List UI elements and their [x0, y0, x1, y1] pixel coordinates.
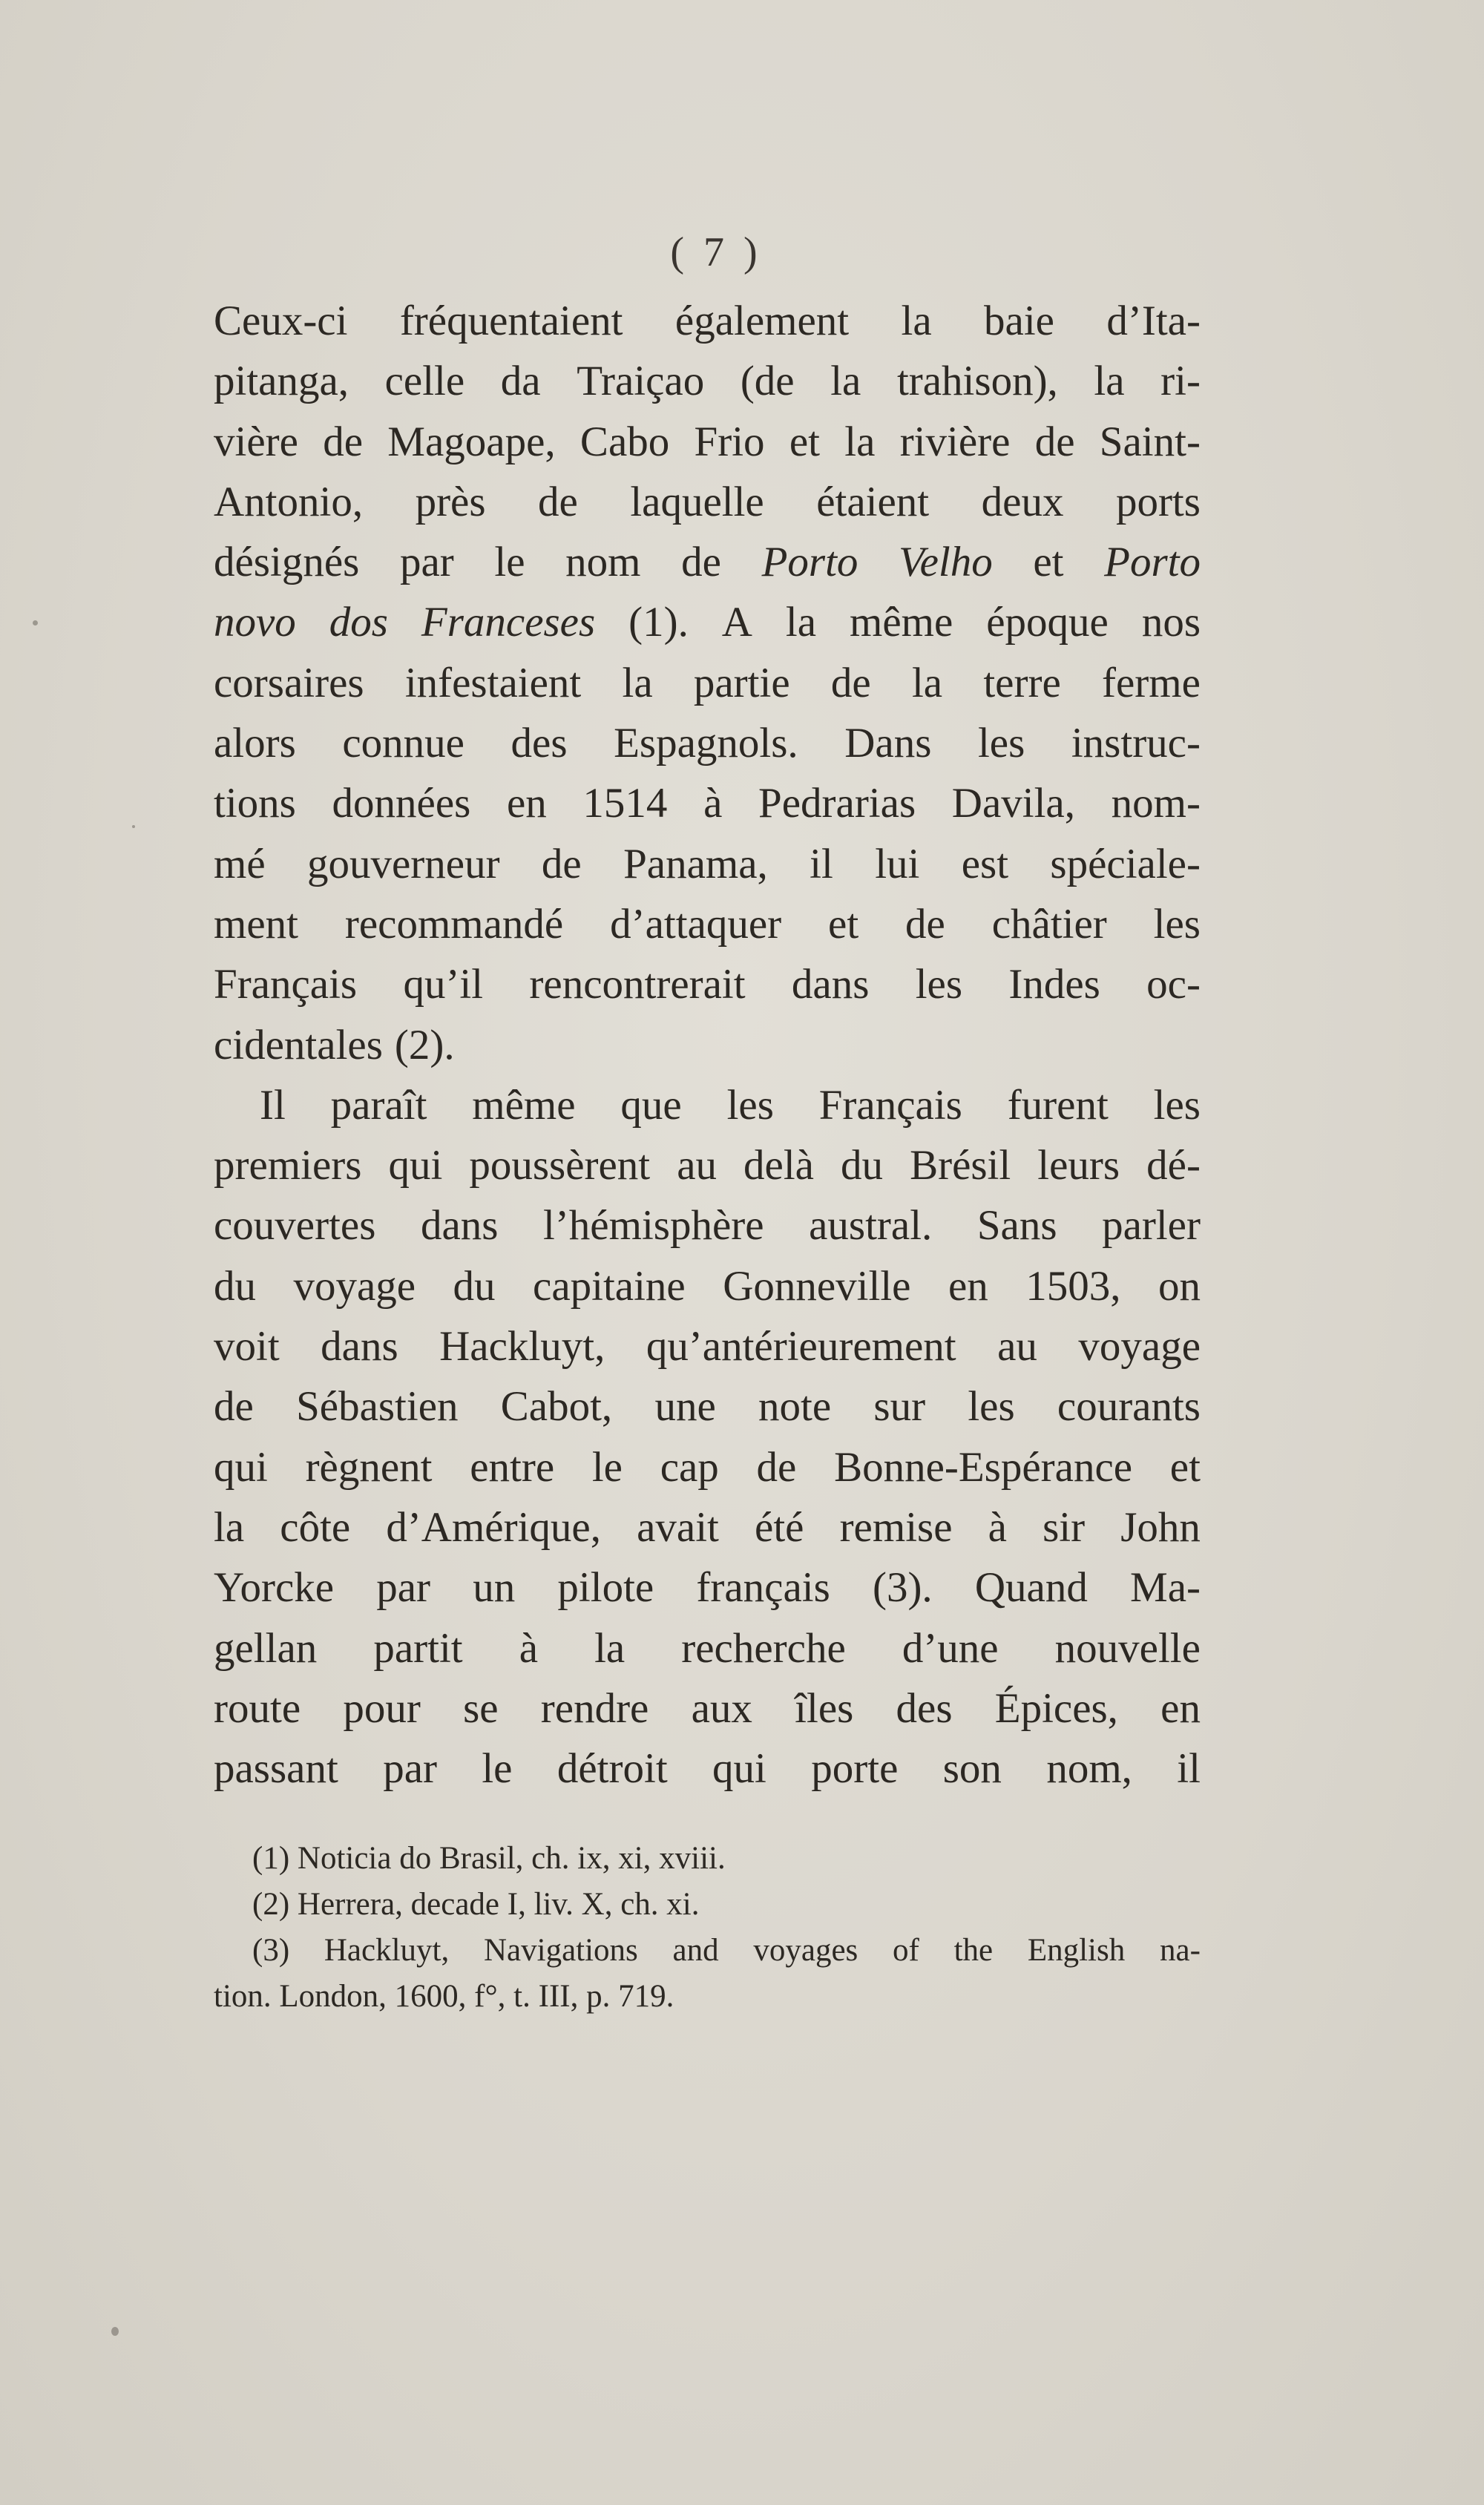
word: une — [654, 1383, 716, 1431]
word: au — [997, 1323, 1037, 1370]
word: Hackluyt, — [324, 1933, 450, 1968]
word: de — [681, 539, 721, 586]
word: en — [948, 1262, 988, 1310]
word: the — [953, 1933, 994, 1968]
word: d’une — [902, 1624, 999, 1672]
word: est — [961, 840, 1009, 887]
word: terre — [983, 659, 1061, 706]
word: furent — [1007, 1081, 1109, 1129]
word: remise — [839, 1503, 953, 1551]
word: da — [500, 358, 541, 405]
word: même — [850, 599, 953, 646]
word: se — [463, 1684, 499, 1732]
word: la — [1094, 358, 1125, 405]
word: route — [214, 1684, 301, 1732]
word: par — [399, 539, 454, 586]
word: voyages — [753, 1933, 858, 1968]
word: of — [893, 1933, 919, 1968]
word: 1503, — [1025, 1262, 1121, 1310]
word: voyage — [293, 1262, 416, 1310]
word: de — [541, 840, 582, 887]
word: Indes — [1008, 961, 1100, 1008]
word: la — [594, 1624, 626, 1672]
text-line — [214, 592, 1201, 652]
word: et — [828, 900, 859, 948]
word: de — [323, 418, 364, 465]
word: delà — [743, 1142, 814, 1189]
word: porte — [811, 1745, 899, 1793]
word: son — [942, 1745, 1002, 1793]
text-line — [214, 773, 1201, 833]
text-line — [214, 1557, 1201, 1618]
paper-speck — [132, 825, 135, 828]
word: (de — [740, 358, 795, 405]
word: la — [214, 1503, 245, 1551]
word: instruc- — [1071, 720, 1201, 767]
word: Ceux-ci — [214, 298, 348, 344]
word: la — [785, 599, 817, 646]
word: ferme — [1102, 659, 1201, 706]
word: par — [376, 1564, 431, 1612]
word: d’Amérique, — [386, 1503, 601, 1551]
word: au — [677, 1142, 717, 1189]
word: pour — [343, 1684, 421, 1732]
footnote-line — [214, 1974, 1201, 2020]
word: sur — [873, 1383, 926, 1431]
word: Panama, — [623, 840, 768, 887]
word: Yorcke — [214, 1564, 335, 1612]
word: du — [841, 1142, 884, 1189]
word: celle — [384, 358, 465, 405]
word: même — [472, 1081, 576, 1129]
word: English — [1027, 1933, 1126, 1968]
word: rivière — [899, 418, 1011, 465]
word: de — [905, 900, 945, 948]
word: partit — [373, 1624, 463, 1672]
word: un — [473, 1564, 516, 1612]
word: dans — [321, 1323, 398, 1370]
word: rencontrerait — [529, 961, 746, 1008]
word: John — [1120, 1503, 1201, 1551]
text-line — [214, 1678, 1201, 1739]
word: laquelle — [630, 478, 764, 525]
word: entre — [470, 1443, 555, 1491]
word: voyage — [1078, 1323, 1201, 1370]
word: on — [1158, 1262, 1201, 1310]
word: tions — [214, 780, 296, 827]
word: les — [968, 1383, 1015, 1431]
word: les — [977, 720, 1025, 767]
word: parler — [1102, 1202, 1201, 1250]
word: qu’il — [403, 961, 484, 1008]
word: des — [510, 720, 568, 767]
word: cidentales — [214, 1021, 383, 1068]
word: de — [1034, 418, 1075, 465]
word: la — [622, 659, 653, 706]
word: trahison), — [896, 358, 1058, 405]
word: infestaient — [404, 659, 582, 706]
text-line — [214, 1618, 1201, 1678]
text-line — [214, 1376, 1201, 1437]
word: ment — [214, 900, 298, 948]
word: qui — [214, 1443, 268, 1491]
text-line — [214, 1135, 1201, 1195]
word: des — [896, 1684, 953, 1732]
footnote-line — [214, 1928, 1201, 1974]
word: mé — [214, 840, 266, 887]
text-line — [214, 412, 1201, 472]
text-line — [214, 1497, 1201, 1557]
paper-speck — [33, 620, 38, 626]
word: Bonne-Espérance — [834, 1443, 1133, 1491]
word: la — [911, 659, 943, 706]
word: paraît — [330, 1081, 427, 1129]
text-line — [214, 1015, 1201, 1075]
word: Quand — [974, 1564, 1088, 1612]
word: novo — [214, 599, 296, 646]
word: A — [721, 599, 752, 646]
word: na- — [1159, 1933, 1201, 1968]
word: spéciale- — [1050, 840, 1201, 887]
word: dans — [420, 1202, 499, 1250]
word: Brésil — [910, 1142, 1011, 1189]
word: et — [789, 418, 820, 465]
text-line — [214, 291, 1201, 351]
word: fréquentaient — [399, 298, 623, 344]
text-line — [214, 713, 1201, 773]
word: la — [844, 418, 876, 465]
word: courants — [1057, 1383, 1201, 1431]
word: Français — [818, 1081, 962, 1129]
word: rendre — [540, 1684, 649, 1732]
word: baie — [984, 298, 1054, 344]
word: Navigations — [483, 1933, 638, 1968]
word: voit — [214, 1323, 280, 1370]
word: les — [915, 961, 963, 1008]
word: Saint- — [1099, 418, 1201, 465]
word: châtier — [991, 900, 1107, 948]
word: données — [332, 780, 471, 827]
word: près — [415, 478, 486, 525]
word: Sébastien — [296, 1383, 459, 1431]
word: recherche — [681, 1624, 846, 1672]
word: Magoape, — [387, 418, 556, 465]
word: et — [1033, 539, 1064, 586]
word: nom, — [1046, 1745, 1132, 1793]
word: le — [591, 1443, 623, 1491]
word: avait — [637, 1503, 719, 1551]
word: de — [538, 478, 578, 525]
word: du — [214, 1262, 256, 1310]
word: d’Ita- — [1106, 298, 1201, 344]
word: 1514 — [582, 780, 668, 827]
footnote-text: tion. London, 1600, f°, t. III, p. 719. — [214, 1979, 674, 2014]
text-line — [214, 1316, 1201, 1376]
word: les — [726, 1081, 774, 1129]
word: Espagnols. — [614, 720, 798, 767]
word: ports — [1115, 478, 1201, 525]
word: nos — [1141, 599, 1201, 646]
word: détroit — [556, 1745, 668, 1793]
body-text — [214, 291, 1201, 1799]
word: Frio — [694, 418, 765, 465]
word: la — [830, 358, 861, 405]
text-line — [214, 1195, 1201, 1255]
word: (3). — [872, 1564, 933, 1612]
word: austral. — [809, 1202, 933, 1250]
word: règnent — [305, 1443, 433, 1491]
word: été — [755, 1503, 804, 1551]
word: Gonneville — [723, 1262, 911, 1310]
word: Épices, — [994, 1684, 1118, 1732]
text-line — [214, 894, 1201, 954]
footnotes — [214, 1836, 1201, 2020]
word: d’attaquer — [610, 900, 782, 948]
text-line — [214, 653, 1201, 713]
word: à — [988, 1503, 1007, 1551]
word: Ma- — [1130, 1564, 1201, 1612]
word: îles — [795, 1684, 854, 1732]
word: par — [383, 1745, 437, 1793]
word: Dans — [844, 720, 932, 767]
word: gouverneur — [307, 840, 500, 887]
word: qu’antérieurement — [646, 1323, 956, 1370]
word: connue — [342, 720, 464, 767]
word: dé- — [1146, 1142, 1201, 1189]
word: Antonio, — [214, 478, 364, 525]
word: (1). — [628, 599, 689, 646]
text-line — [214, 351, 1201, 411]
word: corsaires — [214, 659, 364, 706]
word: passant — [214, 1745, 338, 1793]
word: Pedrarias — [758, 780, 916, 827]
word: les — [1153, 1081, 1201, 1129]
word: Hackluyt, — [439, 1323, 605, 1370]
page-number: ( 7 ) — [670, 229, 762, 275]
word: couvertes — [214, 1202, 376, 1250]
footnote-line — [214, 1882, 1201, 1928]
text-line — [214, 1256, 1201, 1316]
word: nom — [565, 539, 641, 586]
word: dos — [329, 599, 388, 646]
word: and — [672, 1933, 719, 1968]
word: à — [703, 780, 723, 827]
word: de — [830, 659, 871, 706]
word: sir — [1043, 1503, 1086, 1551]
text-line — [214, 1739, 1201, 1799]
text-line — [214, 532, 1201, 592]
word: Velho — [899, 539, 993, 586]
word: pitanga, — [214, 358, 349, 405]
word: Cabo — [580, 418, 670, 465]
word: en — [1160, 1684, 1201, 1732]
word: Franceses — [421, 599, 596, 646]
text-line — [214, 834, 1201, 894]
word: que — [620, 1081, 682, 1129]
word: le — [482, 1745, 513, 1793]
word: l’hémisphère — [542, 1202, 764, 1250]
word: côte — [280, 1503, 351, 1551]
paper-speck — [111, 2327, 119, 2336]
word: (3) — [252, 1933, 290, 1968]
word: alors — [214, 720, 296, 767]
word: Français — [214, 961, 358, 1008]
word: la — [901, 298, 932, 344]
text-line — [214, 954, 1201, 1014]
text-line — [214, 472, 1201, 532]
word: deux — [981, 478, 1064, 525]
word: désignés — [214, 539, 360, 586]
word: époque — [986, 599, 1109, 646]
word: les — [1153, 900, 1201, 948]
word: aux — [691, 1684, 752, 1732]
word: leurs — [1037, 1142, 1120, 1189]
word: de — [756, 1443, 797, 1491]
word: du — [453, 1262, 496, 1310]
footnote-line — [214, 1836, 1201, 1882]
word: et — [1169, 1443, 1201, 1491]
word: partie — [693, 659, 790, 706]
word: dans — [791, 961, 870, 1008]
word: Davila, — [951, 780, 1075, 827]
word: premiers — [214, 1142, 362, 1189]
text-line — [214, 1437, 1201, 1497]
word: gellan — [214, 1624, 318, 1672]
footnote-text: (1) Noticia do Brasil, ch. ix, xi, xviii. — [252, 1841, 726, 1876]
word: capitaine — [533, 1262, 686, 1310]
word: nom- — [1111, 780, 1201, 827]
text-line — [214, 1075, 1201, 1135]
footnote-text: (2) Herrera, decade I, liv. X, ch. xi. — [252, 1887, 700, 1922]
word: Il — [260, 1081, 286, 1129]
word: de — [214, 1383, 254, 1431]
word: ri- — [1160, 358, 1201, 405]
word: étaient — [816, 478, 930, 525]
word: français — [696, 1564, 830, 1612]
word: cap — [660, 1443, 719, 1491]
word: (2). — [394, 1021, 455, 1068]
word: Sans — [976, 1202, 1057, 1250]
word: à — [519, 1624, 539, 1672]
word: nouvelle — [1054, 1624, 1201, 1672]
word: Porto — [761, 539, 858, 586]
word: lui — [875, 840, 920, 887]
word: en — [506, 780, 547, 827]
word: il — [1177, 1745, 1201, 1793]
word: poussèrent — [469, 1142, 651, 1189]
word: vière — [214, 418, 298, 465]
word: pilote — [557, 1564, 654, 1612]
word: Traiçao — [577, 358, 705, 405]
word: note — [758, 1383, 832, 1431]
word: il — [810, 840, 833, 887]
word: recommandé — [344, 900, 564, 948]
word: Cabot, — [500, 1383, 613, 1431]
word: oc- — [1146, 961, 1201, 1008]
word: Porto — [1104, 539, 1201, 586]
word: également — [674, 298, 850, 344]
word: qui — [388, 1142, 443, 1189]
word: qui — [712, 1745, 766, 1793]
word: le — [494, 539, 525, 586]
